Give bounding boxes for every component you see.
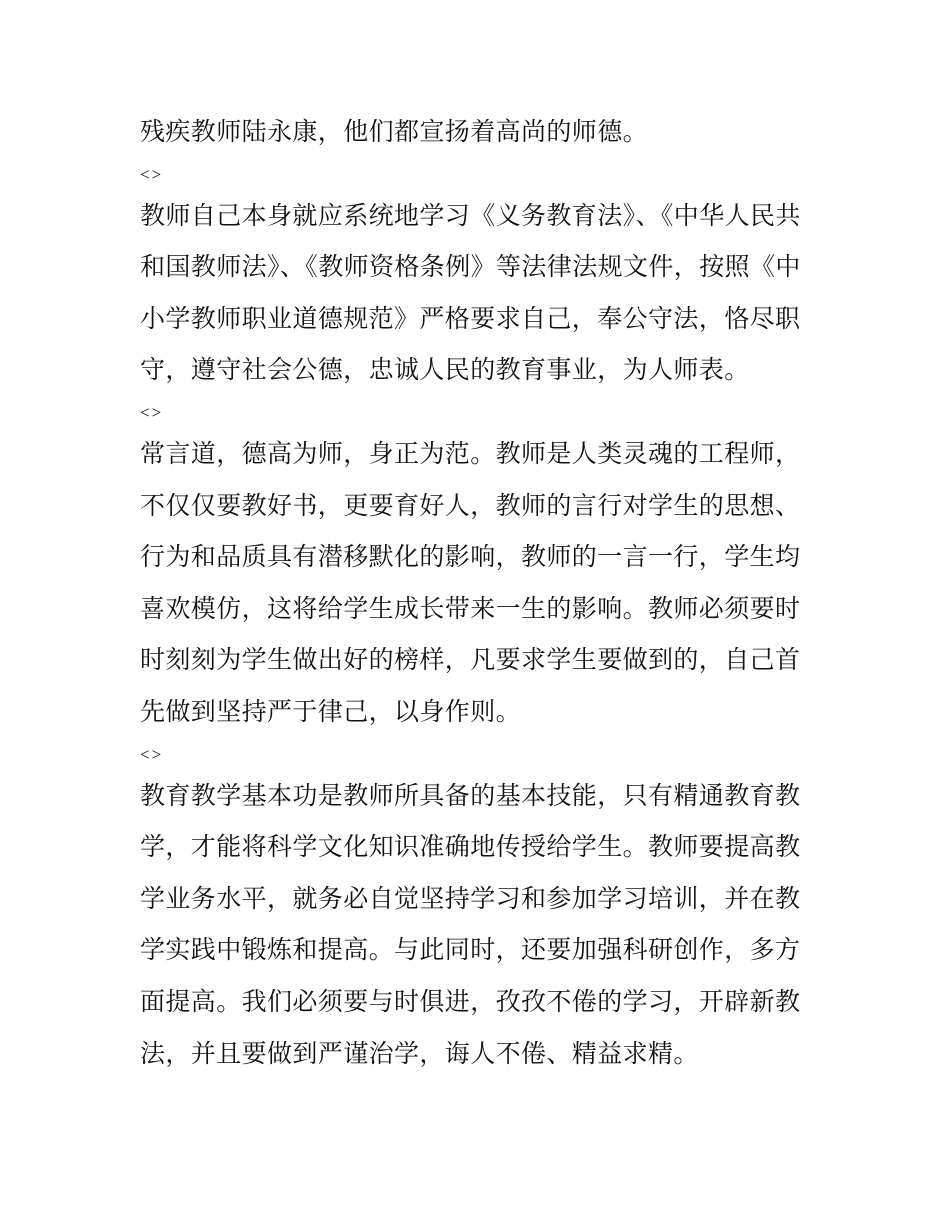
section-separator-1: <> (140, 164, 164, 184)
paragraph-3: 常言道，德高为师，身正为范。教师是人类灵魂的工程师，不仅仅要教好书，更要育好人，教师的言行对学生的思想、行为和品质具有潜移默化的影响，教师的一言一行，学生均喜欢模仿，这将给学生成长带来一生的影响。教师必须要时时刻刻为学生做出好的榜样，凡要求学生要做到的，自己首先做到坚持严于律己，以身作则。 (140, 438, 801, 726)
document-body (140, 106, 812, 1079)
paragraph-1: 残疾教师陆永康，他们都宣扬着高尚的师德。 (140, 117, 649, 146)
paragraph-4: 教育教学基本功是教师所具备的基本技能，只有精通教育教学，才能将科学文化知识准确地传授给学生。教师要提高教学业务水平，就务必自觉坚持学习和参加学习培训，并在教学实践中锻炼和提高。与此同时，还要加强科研创作，多方面提高。我们必须要与时俱进，孜孜不倦的学习，开辟新教法，并且要做到严谨治学，诲人不倦、精益求精。 (140, 780, 801, 1068)
paragraph-2: 教师自己本身就应系统地学习《义务教育法》、《中华人民共和国教师法》、《教师资格条例》等法律法规文件，按照《中小学教师职业道德规范》严格要求自己，奉公守法，恪尽职守，遵守社会公德，忠诚人民的教育事业，为人师表。 (140, 200, 801, 385)
section-separator-3: <> (140, 744, 164, 764)
section-separator-2: <> (140, 402, 164, 422)
